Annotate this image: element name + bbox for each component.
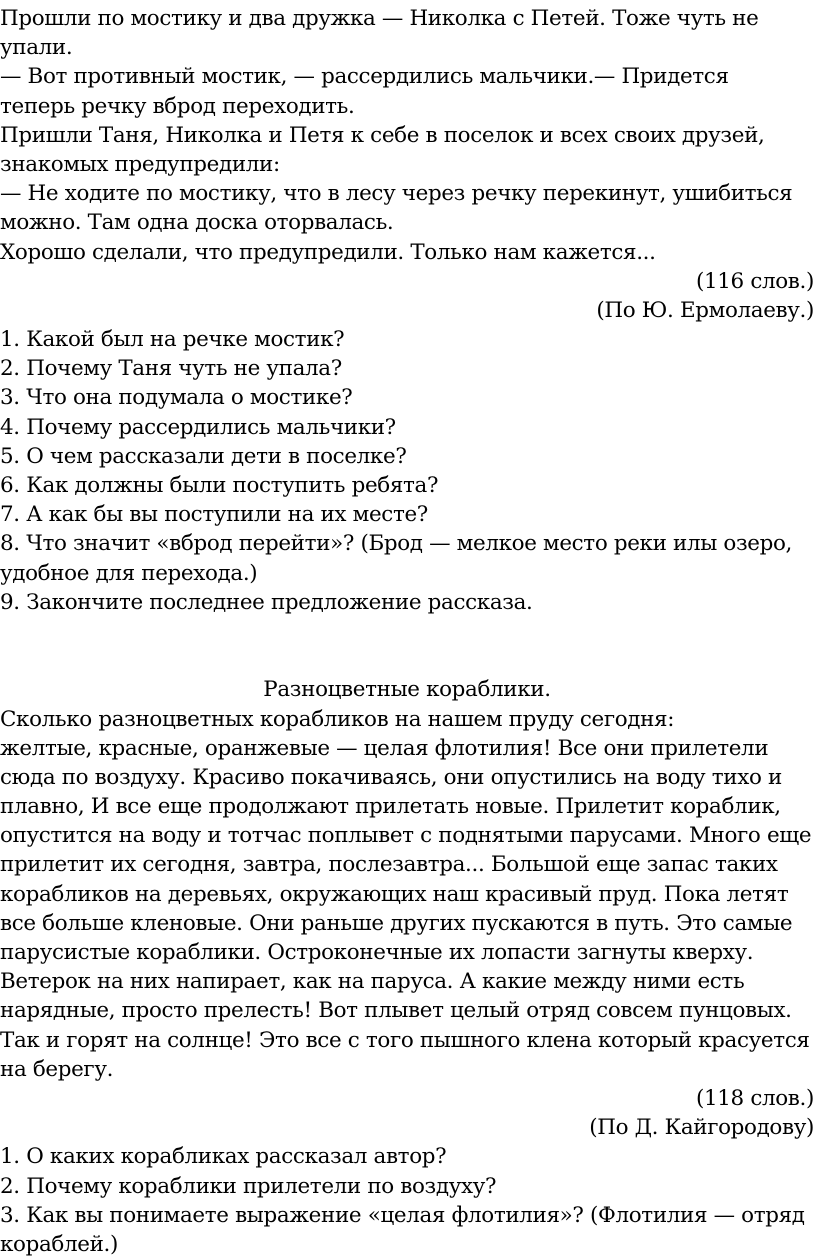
- question-item: 4. Почему рассердились мальчики?: [0, 414, 396, 440]
- story2-title: Разноцветные кораблики.: [263, 677, 551, 703]
- document-page: [0, 4, 816, 1259]
- question-item: 8. Что значит «вброд перейти»? (Брод — мелкое место реки илы озеро,: [0, 531, 793, 557]
- story2-line: парусистые кораблики. Остроконечные их лопасти загнуты кверху.: [0, 940, 754, 966]
- story1-line: знакомых предупредили:: [0, 151, 280, 177]
- story1-line: — Не ходите по мостику, что в лесу через речку перекинут, ушибиться: [0, 181, 793, 207]
- story2-line: Так и горят на солнце! Это все с того пышного клена который красуется: [0, 1027, 810, 1053]
- question-item: 1. О каких корабликах рассказал автор?: [0, 1144, 447, 1170]
- story2-line: Ветерок на них напирает, как на паруса. А какие между ними есть: [0, 969, 745, 995]
- question-item: 1. Какой был на речке мостик?: [0, 327, 345, 353]
- story2-line: на берегу.: [0, 1056, 114, 1082]
- question-item: 5. О чем рассказали дети в поселке?: [0, 443, 407, 469]
- story2-line: плавно, И все еще продолжают прилетать новые. Прилетит кораблик,: [0, 794, 781, 820]
- story2-text: [0, 705, 814, 1084]
- story2-line: все больше кленовые. Они раньше других пускаются в путь. Это самые: [0, 910, 793, 936]
- story2-line: сюда по воздуху. Красиво покачиваясь, они опустились на воду тихо и: [0, 764, 782, 790]
- story2-word-count: (118 слов.): [695, 1085, 814, 1111]
- story1-line: можно. Там одна доска оторвалась.: [0, 210, 394, 236]
- question-item: кораблей.): [0, 1231, 118, 1257]
- story2-questions: [0, 1142, 814, 1259]
- story2-line: опустится на воду и тотчас поплывет с поднятыми парусами. Много еще: [0, 823, 812, 849]
- question-item: 2. Почему кораблики прилетели по воздуху?: [0, 1173, 497, 1199]
- story1-line: — Вот противный мостик, — рассердились мальчики.— Придется: [0, 64, 729, 90]
- story1-line: Прошли по мостику и два дружка — Николка с Петей. Тоже чуть не: [0, 6, 759, 31]
- story1-line: Пришли Таня, Николка и Петя к себе в поселок и всех своих друзей,: [0, 122, 765, 148]
- story1-source: (По Ю. Ермолаеву.): [596, 297, 814, 323]
- story1-line: Хорошо сделали, что предупредили. Только нам кажется...: [0, 239, 656, 265]
- question-item: 6. Как должны были поступить ребята?: [0, 473, 439, 498]
- story1-line: теперь речку вброд переходить.: [0, 93, 355, 119]
- story2-line: желтые, красные, оранжевые — целая флотилия! Все они прилетели: [0, 735, 769, 761]
- section-spacer: [0, 617, 814, 675]
- question-item: 3. Что она подумала о мостике?: [0, 385, 353, 411]
- question-item: 3. Как вы понимаете выражение «целая флотилия»? (Флотилия — отряд: [0, 1202, 805, 1228]
- story2-line: корабликов на деревьях, окружающих наш красивый пруд. Пока летят: [0, 881, 789, 907]
- story1-word-count: (116 слов.): [695, 268, 814, 294]
- story1-questions: [0, 325, 814, 617]
- question-item: удобное для перехода.): [0, 560, 258, 586]
- question-item: 9. Закончите последнее предложение рассказа.: [0, 589, 533, 615]
- story1-line: упали.: [0, 35, 73, 61]
- story1-text: [0, 4, 814, 267]
- question-item: 7. А как бы вы поступили на их месте?: [0, 502, 428, 528]
- story2-line: прилетит их сегодня, завтра, послезавтра... Большой еще запас таких: [0, 852, 778, 878]
- question-item: 2. Почему Таня чуть не упала?: [0, 356, 342, 382]
- story2-line: Сколько разноцветных корабликов на нашем пруду сегодня:: [0, 706, 675, 732]
- story2-line: нарядные, просто прелесть! Вот плывет целый отряд совсем пунцовых.: [0, 998, 792, 1024]
- story2-source: (По Д. Кайгородову): [589, 1115, 814, 1141]
